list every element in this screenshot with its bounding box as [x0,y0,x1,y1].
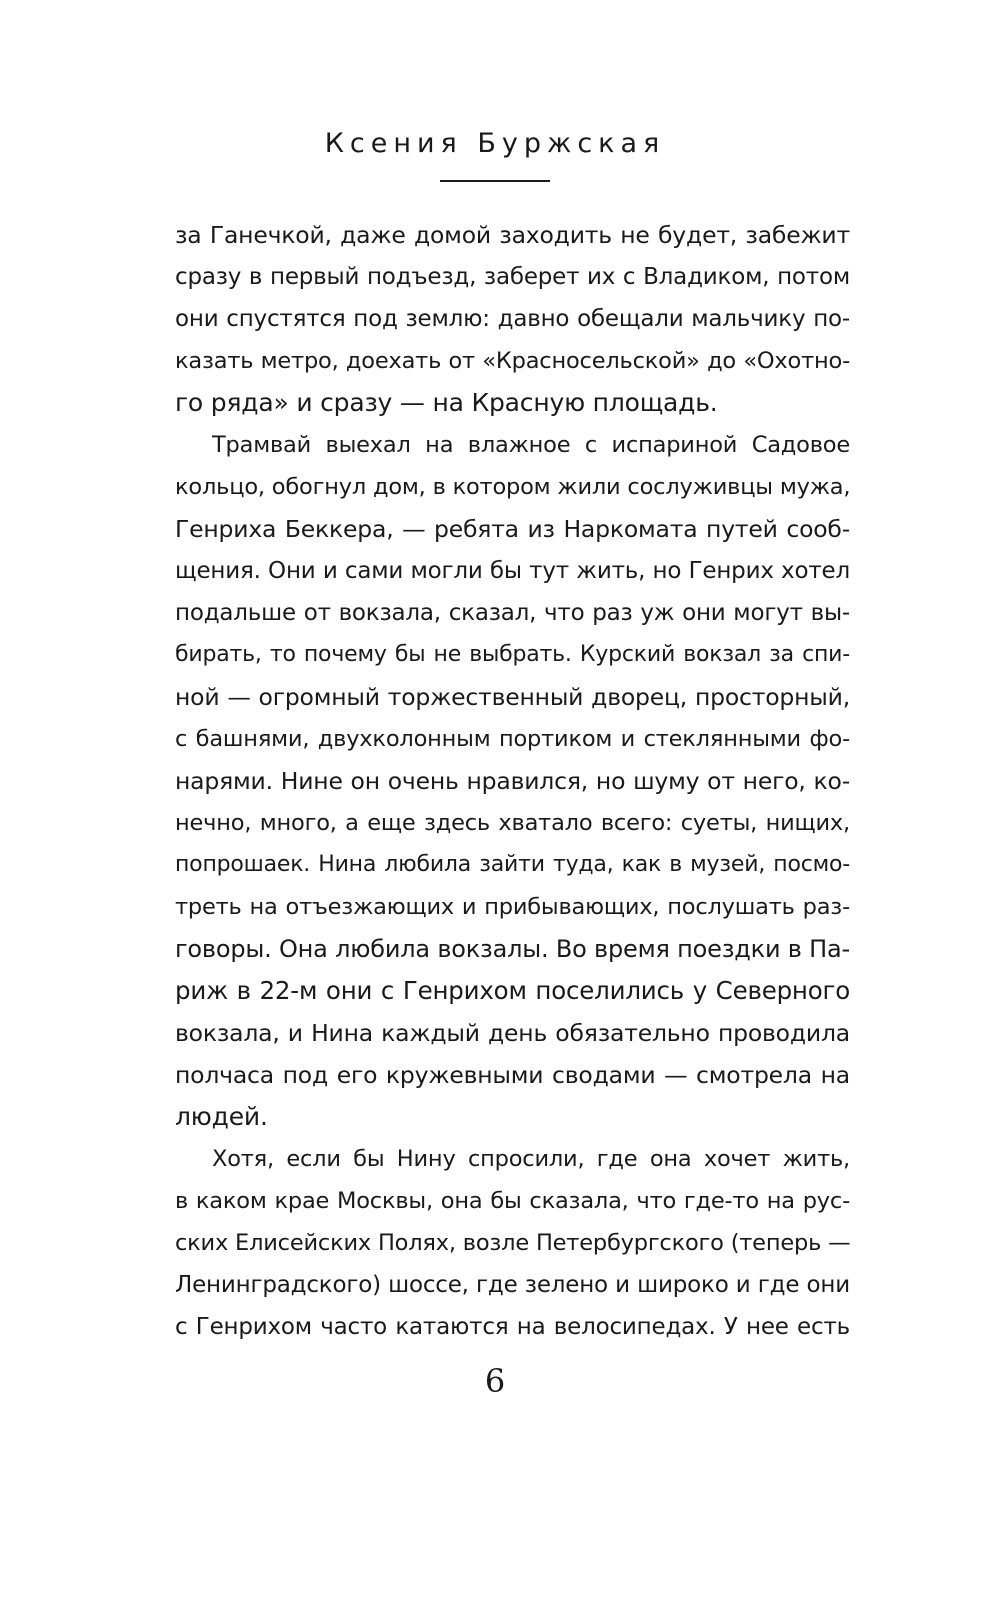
text-line: говоры. Она любила вокзалы. Во время поездки в Па- [175,935,850,963]
paragraph [175,1138,850,1348]
text-line: треть на отъезжающих и прибывающих, послушать раз- [175,894,850,920]
text-line: попрошаек. Нина любила зайти туда, как в музей, посмо- [175,852,850,877]
text-line: полчаса под его кружевными сводами — смотрела на [175,1061,850,1089]
text-line: ских Елисейских Полях, возле Петербургского (теперь — [175,1230,851,1256]
running-head-author: Ксения Буржская [324,128,666,159]
text-line: ной — огромный торжественный дворец, просторный, [175,683,850,711]
paragraph [175,214,850,424]
text-line: с Генрихом часто катаются на велосипедах. У нее есть [175,1314,850,1340]
page-number: 6 [484,1362,506,1400]
text-line: людей. [175,1102,268,1131]
text-line: сразу в первый подъезд, заберет их с Владиком, потом [175,264,850,290]
text-line: кольцо, обогнул дом, в котором жили сослуживцы мужа, [175,474,851,500]
text-line: в каком крае Москвы, она бы сказала, что где-то на рус- [175,1188,850,1214]
text-line: Трамвай выехал на влажное с испариной Садовое [212,432,850,458]
text-line: Генриха Беккера, — ребята из Наркомата путей сооб- [175,515,850,543]
text-line: подальше от вокзала, сказал, что раз уж они могут вы- [175,600,850,626]
header-rule [440,180,550,182]
text-line: с башнями, двухколонным портиком и стеклянными фо- [175,726,850,752]
text-line: Хотя, если бы Нину спросили, где она хочет жить, [212,1146,850,1172]
text-line: Ленинградского) шоссе, где зелено и широко и где они [175,1272,850,1298]
text-line: казать метро, доехать от «Красносельской» до «Охотно- [175,348,850,374]
text-line: нечно, много, а еще здесь хватало всего: суеты, нищих, [175,810,850,836]
text-line: бирать, то почему бы не выбрать. Курский вокзал за спи- [175,642,850,667]
text-line: риж в 22-м они с Генрихом поселились у Северного [175,976,850,1005]
text-line: они спустятся под землю: давно обещали мальчику по- [175,306,850,332]
paragraph [175,424,850,1138]
text-line: го ряда» и сразу — на Красную площадь. [175,388,718,417]
text-line: щения. Они и сами могли бы тут жить, но Генрих хотел [175,558,850,584]
text-line: вокзала, и Нина каждый день обязательно проводила [175,1019,850,1047]
text-line: нарями. Нине он очень нравился, но шуму от него, ко- [175,767,850,795]
body-text [175,214,850,1348]
text-line: за Ганечкой, даже домой заходить не будет, забежит [175,221,850,249]
